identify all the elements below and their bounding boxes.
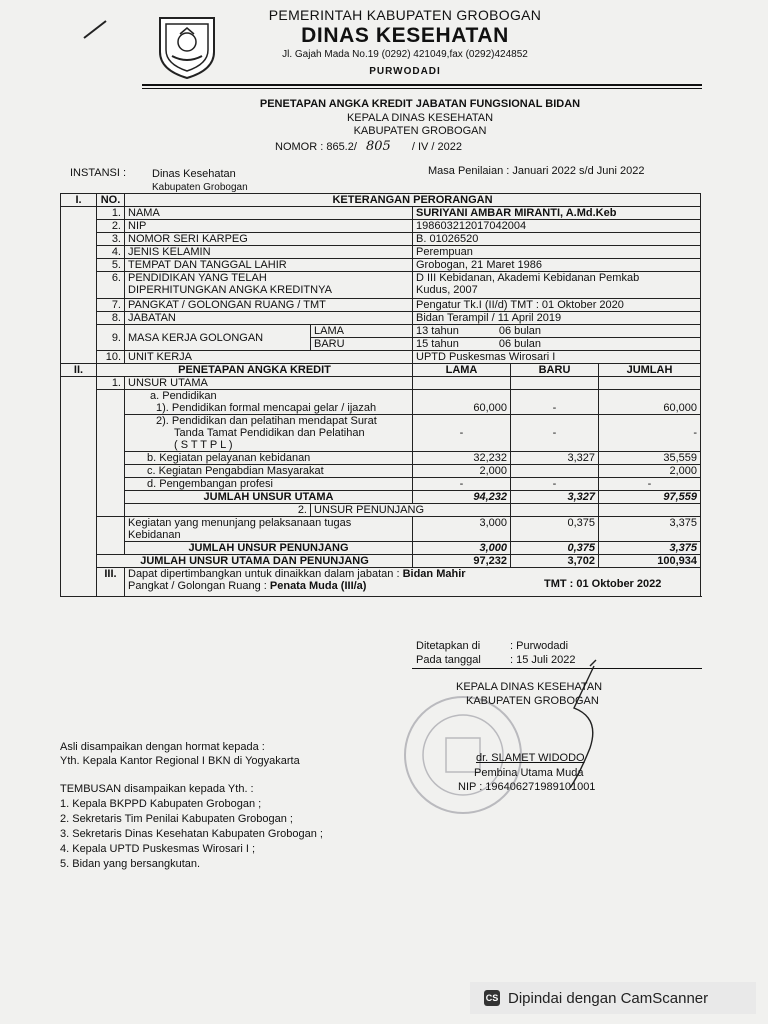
table-row: 2). Pendidikan dan pelatihan mendapat Surat Tanda Tamat Pendidikan dan Pelatihan ( S T T P L ) - - - (61, 415, 701, 452)
section2-roman: II. (61, 364, 97, 377)
signer-title1: KEPALA DINAS KESEHATAN (456, 681, 603, 693)
list-item: 2. Sekretaris Tim Penilai Kabupaten Grobogan ; (60, 813, 293, 825)
recommended-position: Bidan Mahir (402, 568, 466, 580)
nomor-tail: / IV / 2022 (411, 141, 463, 153)
tembusan-label: TEMBUSAN disampaikan kepada Yth. : (60, 783, 254, 795)
table-row: 5. TEMPAT DAN TANGGAL LAHIR Grobogan, 21 Maret 1986 (61, 259, 701, 272)
table-row: c. Kegiatan Pengabdian Masyarakat 2,000 2,000 (61, 465, 701, 478)
camscanner-text: Dipindai dengan CamScanner (508, 989, 709, 1007)
table-row: 3. NOMOR SERI KARPEG B. 01026520 (61, 233, 701, 246)
signer-rank: Pembina Utama Muda (474, 767, 584, 779)
jumlah-utama-row: JUMLAH UNSUR UTAMA 94,232 3,327 97,559 (61, 491, 701, 504)
list-item: 1. Kepala BKPPD Kabupaten Grobogan ; (60, 798, 262, 810)
employee-name: SURIYANI AMBAR MIRANTI, A.Md.Keb (413, 207, 701, 220)
credit-table (60, 193, 701, 597)
section1-title: KETERANGAN PERORANGAN (125, 194, 701, 207)
list-item: 3. Sekretaris Dinas Kesehatan Kabupaten Grobogan ; (60, 828, 323, 840)
signer-title2: KABUPATEN GROBOGAN (466, 695, 599, 707)
table-row: 4. JENIS KELAMIN Perempuan (61, 246, 701, 259)
nomor-line (275, 139, 462, 154)
total-row: JUMLAH UNSUR UTAMA DAN PENUNJANG 97,232 3,702 100,934 (61, 555, 701, 568)
instansi-value2: Kabupaten Grobogan (152, 182, 248, 193)
list-item: 5. Bidan yang bersangkutan. (60, 858, 201, 870)
header-address: Jl. Gajah Mada No.19 (0292) 421049,fax (0292)424852 (282, 49, 528, 60)
list-item: 4. Kepala UPTD Puskesmas Wirosari I ; (60, 843, 256, 855)
ditetapkan-label: Ditetapkan di (416, 640, 481, 652)
header-line1: PEMERINTAH KABUPATEN GROBOGAN (268, 7, 542, 23)
asli-line2: Yth. Kepala Kantor Regional I BKN di Yogyakarta (60, 755, 300, 767)
signer-name: dr. SLAMET WIDODO (476, 752, 585, 764)
table-row: 1. NAMA SURIYANI AMBAR MIRANTI, A.Md.Keb (61, 207, 701, 220)
table-row: a. Pendidikan 1). Pendidikan formal mencapai gelar / ijazah 60,000 - 60,000 (61, 390, 701, 415)
camscanner-logo-icon: CS (484, 990, 500, 1006)
table-row: Kegiatan yang menunjang pelaksanaan tugas Kebidanan 3,000 0,375 3,375 (61, 517, 701, 542)
section3-roman: III. (97, 568, 125, 597)
table-row: b. Kegiatan pelayanan kebidanan 32,232 3,327 35,559 (61, 452, 701, 465)
no-header: NO. (97, 194, 125, 207)
table-row: BARU 15 tahun 06 bulan (61, 338, 701, 351)
table-row: 6. PENDIDIKAN YANG TELAH DIPERHITUNGKAN ANGKA KREDITNYA D III Kebidanan, Akademi Kebidanan Pemkab Kudus, 2007 (61, 272, 701, 299)
asli-line1: Asli disampaikan dengan hormat kepada : (60, 741, 265, 753)
table-row: 2. UNSUR PENUNJANG (61, 504, 701, 517)
nomor-label: NOMOR : 865.2/ (275, 141, 357, 153)
tanggal-label: Pada tanggal (416, 654, 481, 666)
section3-row: III. Dapat dipertimbangkan untuk dinaikkan dalam jabatan : Bidan Mahir Pangkat / Golongan Ruang : Penata Muda (III/a) TMT : 01 Oktober 2022 (61, 568, 701, 597)
table-row: 1. UNSUR UTAMA (61, 377, 701, 390)
section1-roman: I. (61, 194, 97, 207)
handwritten-mark (82, 18, 108, 45)
signer-nip: NIP : 196406271989101001 (458, 781, 596, 793)
table-row: 7. PANGKAT / GOLONGAN RUANG / TMT Pengatur Tk.I (II/d) TMT : 01 Oktober 2020 (61, 299, 701, 312)
letterhead-divider (142, 84, 702, 86)
camscanner-watermark (470, 982, 756, 1014)
tanggal-value: : 15 Juli 2022 (510, 654, 576, 666)
ditetapkan-value: : Purwodadi (510, 640, 569, 652)
table-row: 10. UNIT KERJA UPTD Puskesmas Wirosari I (61, 351, 701, 364)
tmt-new: TMT : 01 Oktober 2022 (544, 578, 662, 590)
jumlah-penunjang-row: JUMLAH UNSUR PENUNJANG 3,000 0,375 3,375 (61, 542, 701, 555)
document-title: PENETAPAN ANGKA KREDIT JABATAN FUNGSIONAL BIDAN (259, 98, 581, 110)
title-sub1: KEPALA DINAS KESEHATAN (346, 112, 494, 124)
letterhead-divider-thin (142, 88, 702, 89)
section1-header-row (61, 194, 701, 207)
signature-scribble (560, 648, 680, 803)
instansi-value1: Dinas Kesehatan (152, 168, 236, 180)
employee-nip: 198603212017042004 (413, 220, 701, 233)
nomor-handwritten: 805 (365, 139, 391, 154)
table-row: 8. JABATAN Bidan Terampil / 11 April 2019 (61, 312, 701, 325)
header-agency: DINAS KESEHATAN (301, 24, 509, 47)
tembusan-list (60, 797, 323, 872)
table-row: d. Pengembangan profesi - - - (61, 478, 701, 491)
regency-logo (150, 12, 224, 85)
table-row: 9. MASA KERJA GOLONGAN LAMA 13 tahun 06 bulan (61, 325, 701, 338)
header-city: PURWODADI (369, 66, 441, 77)
section2-title: PENETAPAN ANGKA KREDIT (97, 364, 413, 377)
instansi-label: INSTANSI : (70, 167, 127, 179)
recommended-rank: Penata Muda (III/a) (269, 580, 367, 592)
title-sub2: KABUPATEN GROBOGAN (353, 125, 487, 137)
section2-header-row: II. PENETAPAN ANGKA KREDIT LAMA BARU JUMLAH (61, 364, 701, 377)
masa-penilaian: Masa Penilaian : Januari 2022 s/d Juni 2022 (428, 165, 645, 177)
table-row: 2. NIP 198603212017042004 (61, 220, 701, 233)
